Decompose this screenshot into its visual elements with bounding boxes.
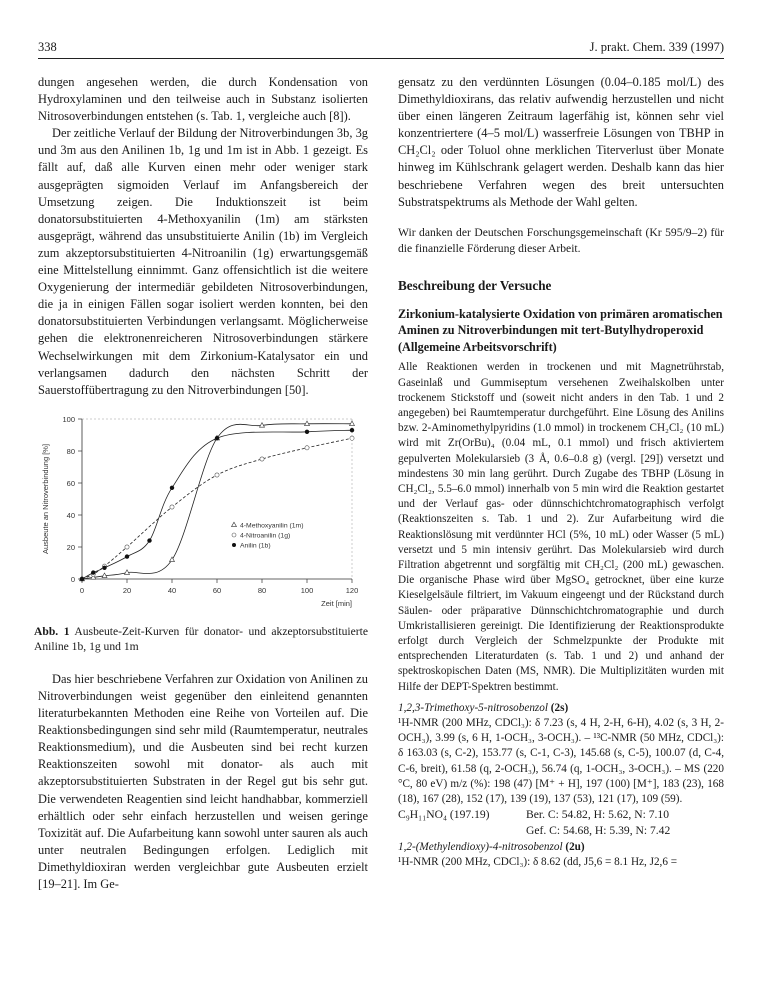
data-point-triangle	[350, 421, 355, 426]
y-tick-label: 40	[66, 510, 75, 520]
series-line-2	[82, 438, 352, 579]
header-rule	[38, 58, 724, 59]
data-point-open-circle	[350, 436, 354, 440]
left-column	[34, 74, 368, 893]
compound-data-2u: ¹H-NMR (200 MHz, CDCl₃): δ 8.62 (dd, J5,6 = 8.1 Hz, J2,6 =	[398, 856, 678, 869]
y-tick-label: 100	[62, 414, 75, 424]
legend-marker	[232, 533, 236, 537]
figure-1	[34, 407, 368, 655]
figure-caption-text: Ausbeute-Zeit-Kurven für donator- und akzeptorsubstituierte Aniline 1b, 1g und 1m	[34, 624, 368, 654]
legend-marker	[232, 543, 236, 547]
elemental-analysis	[398, 807, 724, 823]
compound-heading-2u	[398, 840, 724, 855]
page-number: 338	[38, 40, 57, 54]
right-column	[398, 74, 724, 871]
left-paragraph-1: dungen angesehen werden, die durch Kondensation von Hydroxylaminen und den teilweise auch in Substanz isolierten Nitrosoverbindungen entstehen (s. Tab. 1, vergleiche auch [8]).	[38, 75, 368, 124]
data-point-open-circle	[170, 505, 174, 509]
y-axis-label: Ausbeute an Nitroverbindung [%]	[41, 443, 50, 554]
compound-number: (2u)	[565, 841, 585, 854]
data-point-filled-circle	[125, 554, 129, 558]
left-paragraph-2: Der zeitliche Verlauf der Bildung der Nitroverbindungen 3b, 3g und 3m aus den Anilinen 1b, 1g und 1m ist in Abb. 1 gezeigt. Es fällt auf, daß alle Kurven einen mehr oder weniger stark ausgeprägten sigmoiden Verlauf im Anfangsbereich der Umsetzung zeigen. Die Induktionszeit ist beim donatorsubstituierten 4-Methoxyanilin (1m) am stärksten ausgeprägt, während das unsubstituierte Anilin (1b) im Vergleich zum akzeptorsubstituierten 4-Nitroanilin (1g) erwartungsgemäß eine Mittelstellung einnimmt. Ganz offensichtlich ist die weitere Oxygenierung der intermediär gebildeten Nitrosoverbindungen, die ja in einigen Fällen sogar isoliert werden konnten, bei den donatorsubstituierten Verbindungen verlangsamt. Möglicherweise gehen die elektronenreicheren Nitrosoverbindungen stärkere Wechselwirkungen mit dem Zirkonium-Katalysator ein und verlangsamen dadurch den nächsten Schritt der Sauerstoffübertragung zu den Nitroverbindungen [50].	[38, 126, 368, 397]
data-point-filled-circle	[350, 428, 354, 432]
data-point-filled-circle	[91, 570, 95, 574]
data-point-filled-circle	[170, 485, 174, 489]
subsection-heading: Zirkonium-katalysierte Oxidation von primären aromatischen Aminen zu Nitroverbindungen mit tert-Butylhydroperoxid (Allgemeine Arbeitsvorschrift)	[398, 306, 723, 354]
y-tick-label: 20	[66, 542, 75, 552]
figure-caption	[34, 624, 368, 655]
data-point-filled-circle	[305, 429, 309, 433]
data-point-open-circle	[215, 473, 219, 477]
journal-reference: J. prakt. Chem. 339 (1997)	[589, 40, 724, 54]
x-tick-label: 0	[79, 585, 85, 595]
y-tick-label: 80	[66, 446, 75, 456]
y-tick-label: 60	[66, 478, 75, 488]
data-point-filled-circle	[147, 538, 151, 542]
procedure-text: Alle Reaktionen werden in trockenen und mit Magnetrührstab, Gaseinlaß und Gummiseptum versehenen Zweihalskolben unter trockenem Stickstoff und (soweit nicht anders in den Tab. 1 und 2 angegeben) bei Raumtemperatur durchgeführt. Eine Lösung des Anilins bzw. 2-Aminomethylpyridins (1.0 mmol) in trockenem CH₂Cl₂ (10 mL) wird mit Zr(OrBu)₄ (0.04 mL, 0.1 mmol) und frisch aktiviertem gepulverten Molekularsieb (3 Å, 0.6–0.8 g) (vergl. [29]) versetzt und mindestens 30 min lang gerührt. Durch Zugabe des TBHP (Lösung in CH₂Cl₂, 5.5–6.0 mmol) innerhalb von 5 min wird die Reaktion gestartet und der Verlauf gas- oder dünnschichtchromatographisch verfolgt (Reaktionszeiten s. Tab. 1 und 2). Zur Aufarbeitung wird die Reaktionslösung mit verdünnter HCl (5%, 10 mL) oder Wasser (5 mL) versetzt und 5 min intensiv gerührt. Das Molekularsieb wird durch Filtration abgetrennt und sorgfältig mit CH₂Cl₂ (200 mL) gewaschen. Die organische Phase wird über MgSO₄ getrocknet, über eine kurze Kieselgelsäule filtriert, im Vakuum eingeengt und der Rückstand durch Säulen- oder präparative Dünnschichtchromatographie und durch Umkristallisieren gereinigt. Die Identifizierung der Reaktionsprodukte erfolgt durch Vergleich der Schmelzpunkte der Produkte mit entsprechenden Literaturdaten (s. Tab. 1 und 2) und anhand der spektroskopischen Daten (MS, NMR). Die Multiplizitäten wurden mit Hilfe der DEPT-Spektren bestimmt.	[398, 361, 724, 693]
series-line-3	[82, 430, 352, 579]
legend-label: 4-Nitroanilin (1g)	[240, 532, 291, 540]
legend-label: 4-Methoxyanilin (1m)	[240, 522, 304, 530]
yield-time-chart	[34, 407, 370, 617]
y-tick-label: 0	[70, 574, 75, 584]
found-values: Gef. C: 54.68, H: 5.39, N: 7.42	[526, 823, 671, 837]
data-point-triangle	[305, 421, 310, 426]
section-heading: Beschreibung der Versuche	[398, 277, 552, 293]
elemental-analysis-found	[398, 823, 724, 839]
compound-name: 1,2-(Methylendioxy)-4-nitrosobenzol	[398, 841, 563, 854]
compound-heading-2s	[398, 701, 724, 716]
legend-marker	[232, 522, 237, 526]
x-tick-label: 80	[257, 585, 267, 595]
figure-caption-label: Abb. 1	[34, 624, 70, 638]
compound-data-2s: ¹H-NMR (200 MHz, CDCl₃): δ 7.23 (s, 4 H, 2-H, 6-H), 4.02 (s, 3 H, 2-OCH₃), 3.99 (s, 6 H, 1-OCH₃, 3-OCH₃). – ¹³C-NMR (50 MHz, CDCl₃): δ 163.03 (s, C-2), 153.77 (s, C-1, C-3), 145.68 (s, C-5), 100.07 (d, C-4, C-6, breit), 61.58 (q, 2-OCH₃), 56.74 (q, 1-OCH₃, 3-OCH₃). – MS (220 °C, 80 eV) m/z (%): 198 (47) [M⁺ + H], 197 (100) [M⁺], 183 (23), 168 (18), 167 (28), 152 (17), 139 (19), 137 (53), 121 (17), 109 (59).	[398, 717, 724, 806]
x-tick-label: 120	[345, 585, 359, 595]
acknowledgement: Wir danken der Deutschen Forschungsgemeinschaft (Kr 595/9–2) für die finanzielle Förderung dieser Arbeit.	[398, 225, 724, 255]
data-point-filled-circle	[80, 577, 84, 581]
data-point-open-circle	[125, 545, 129, 549]
calc-values: Ber. C: 54.82, H: 5.62, N: 7.10	[526, 808, 669, 822]
data-point-open-circle	[305, 445, 309, 449]
data-point-filled-circle	[102, 565, 106, 569]
x-axis-label: Zeit [min]	[321, 598, 352, 608]
molecular-formula: C₉H₁₁NO₄ (197.19)	[398, 808, 490, 822]
compound-name: 1,2,3-Trimethoxy-5-nitrosobenzol	[398, 701, 548, 714]
x-tick-label: 40	[167, 585, 177, 595]
compound-number: (2s)	[550, 701, 569, 714]
x-tick-label: 20	[122, 585, 132, 595]
data-point-filled-circle	[215, 436, 219, 440]
data-point-open-circle	[260, 457, 264, 461]
x-tick-label: 60	[212, 585, 222, 595]
right-paragraph-1: gensatz zu den verdünnten Lösungen (0.04–0.185 mol/L) des Dimethyldioxirans, das relativ aufwendig herzustellen und nicht über einen längeren Zeitraum lagerfähig ist, können sehr viel konzentriertere (4–5 mol/L) wasserfreie Lösungen von TBHP in CH₂Cl₂ oder Toluol ohne merklichen Titerverlust über Monate hinweg im Kühlschrank gelagert werden. Deshalb kann das hier beschriebene Verfahren wegen des breit untersuchten Substratspektrums als Methode der Wahl gelten.	[398, 75, 724, 209]
legend-label: Anilin (1b)	[240, 542, 271, 550]
x-tick-label: 100	[300, 585, 314, 595]
left-paragraph-3: Das hier beschriebene Verfahren zur Oxidation von Anilinen zu Nitroverbindungen weist gegenüber den einleitend genannten literaturbekannten Methoden eine Reihe von Vorteilen auf. Die Reaktionsbedingungen sind sehr mild (Raumtemperatur, neutrales Reaktionsmedium), und die Ausbeuten sind bei recht kurzen Reaktionszeiten sowohl mit donator- als auch mit akzeptorsubstituierten Substraten in der Regel gut bis sehr gut. Die verwendeten Reagentien sind leicht handhabbar, kommerziell erhältlich oder sehr einfach herzustellen und weisen geringe Toxizität auf. Die Aufarbeitung kann sowohl unter sauren als auch unter neutralen Bedingungen erfolgen. Lediglich mit Dimethyldioxiran werden vergleichbar gute Ausbeuten erzielt [19–21]. Im Ge-	[38, 671, 368, 891]
